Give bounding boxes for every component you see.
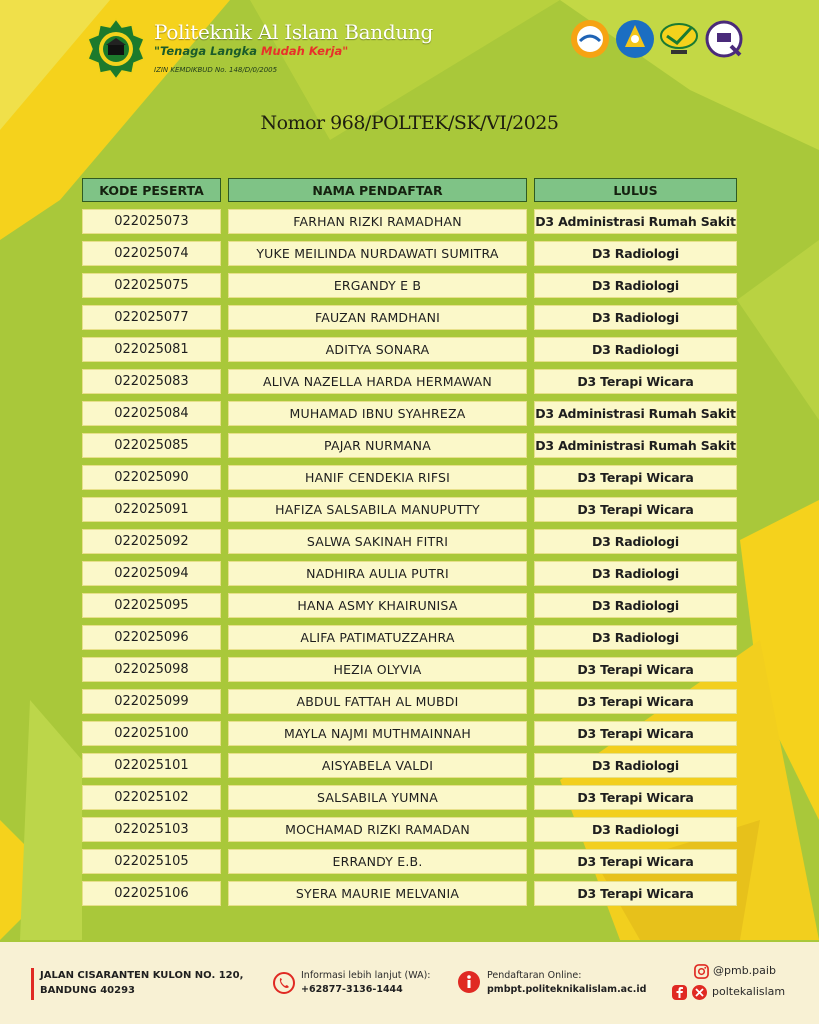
participant-code: 022025103 [82,817,221,842]
table-row [0,369,819,394]
partner-logo-1 [570,19,610,59]
accepted-program: D3 Terapi Wicara [534,369,737,394]
table-row [0,465,819,490]
accepted-program: D3 Radiologi [534,625,737,650]
applicant-name: YUKE MEILINDA NURDAWATI SUMITRA [228,241,527,266]
accepted-program: D3 Terapi Wicara [534,785,737,810]
applicant-name: FARHAN RIZKI RAMADHAN [228,209,527,234]
info-icon [458,971,480,993]
table-row [0,241,819,266]
slogan-part-1: "Tenaga Langka [154,44,262,58]
participant-code: 022025074 [82,241,221,266]
applicant-name: ERGANDY E B [228,273,527,298]
lam-ptkes-logo [704,19,744,59]
applicant-name: ALIVA NAZELLA HARDA HERMAWAN [228,369,527,394]
table-row [0,657,819,682]
address-accent-bar [31,968,34,1000]
participant-code: 022025084 [82,401,221,426]
table-row [0,561,819,586]
address-line-2: BANDUNG 40293 [40,985,135,996]
registration-label: Pendaftaran Online: [487,970,582,981]
accepted-program: D3 Terapi Wicara [534,657,737,682]
table-row [0,721,819,746]
participant-code: 022025102 [82,785,221,810]
applicant-name: HANA ASMY KHAIRUNISA [228,593,527,618]
participant-code: 022025075 [82,273,221,298]
column-header-program: LULUS [534,178,737,202]
participant-code: 022025100 [82,721,221,746]
participant-code: 022025073 [82,209,221,234]
participant-code: 022025099 [82,689,221,714]
info-label: Informasi lebih lanjut (WA): [301,970,431,981]
ban-pt-logo [659,19,699,59]
applicant-name: PAJAR NURMANA [228,433,527,458]
participant-code: 022025096 [82,625,221,650]
applicant-name: MAYLA NAJMI MUTHMAINNAH [228,721,527,746]
applicant-name: HANIF CENDEKIA RIFSI [228,465,527,490]
accepted-program: D3 Radiologi [534,561,737,586]
participant-code: 022025106 [82,881,221,906]
social-handle[interactable]: poltekalislam [712,985,786,998]
table-row [0,593,819,618]
registration-url[interactable]: pmbpt.politeknikalislam.ac.id [487,984,647,995]
table-row [0,529,819,554]
applicant-name: ALIFA PATIMATUZZAHRA [228,625,527,650]
table-row [0,625,819,650]
participant-code: 022025094 [82,561,221,586]
license-number: IZIN KEMDIKBUD No. 148/D/0/2005 [154,66,278,74]
column-header-code: KODE PESERTA [82,178,221,202]
accepted-program: D3 Terapi Wicara [534,497,737,522]
participant-code: 022025095 [82,593,221,618]
facebook-icon[interactable] [672,985,687,1000]
table-row [0,401,819,426]
accepted-program: D3 Radiologi [534,753,737,778]
applicant-name: NADHIRA AULIA PUTRI [228,561,527,586]
applicant-name: HAFIZA SALSABILA MANUPUTTY [228,497,527,522]
applicant-name: ERRANDY E.B. [228,849,527,874]
participant-code: 022025105 [82,849,221,874]
address [40,968,243,998]
participant-code: 022025081 [82,337,221,362]
info-phone[interactable]: +62877-3136-1444 [301,984,403,995]
applicant-name: ABDUL FATTAH AL MUBDI [228,689,527,714]
accepted-program: D3 Radiologi [534,305,737,330]
accepted-program: D3 Terapi Wicara [534,721,737,746]
applicant-name: MOCHAMAD RIZKI RAMADAN [228,817,527,842]
accepted-program: D3 Radiologi [534,337,737,362]
table-row [0,849,819,874]
footer [0,942,819,1024]
accepted-program: D3 Radiologi [534,273,737,298]
table-row [0,689,819,714]
participant-code: 022025085 [82,433,221,458]
participant-code: 022025101 [82,753,221,778]
slogan-part-2: Mudah Kerja" [261,44,349,58]
kemdikbud-logo [615,19,655,59]
document-number: Nomor 968/POLTEK/SK/VI/2025 [260,112,559,134]
applicant-name: ADITYA SONARA [228,337,527,362]
applicant-name: SALSABILA YUMNA [228,785,527,810]
whatsapp-icon [272,971,296,995]
accepted-program: D3 Terapi Wicara [534,881,737,906]
column-header-name: NAMA PENDAFTAR [228,178,527,202]
instagram-icon[interactable] [694,964,709,979]
table-row [0,433,819,458]
table-row [0,337,819,362]
institution-slogan [154,44,348,58]
table-row [0,881,819,906]
participant-code: 022025091 [82,497,221,522]
accepted-program: D3 Terapi Wicara [534,849,737,874]
participant-code: 022025092 [82,529,221,554]
applicant-name: FAUZAN RAMDHANI [228,305,527,330]
accepted-program: D3 Radiologi [534,593,737,618]
table-row [0,273,819,298]
table-row [0,209,819,234]
institution-name: Politeknik Al Islam Bandung [154,20,433,44]
accepted-program: D3 Radiologi [534,817,737,842]
applicant-name: SYERA MAURIE MELVANIA [228,881,527,906]
participant-code: 022025083 [82,369,221,394]
accepted-program: D3 Administrasi Rumah Sakit [534,209,737,234]
address-line-1: JALAN CISARANTEN KULON NO. 120, [40,970,244,981]
accepted-program: D3 Radiologi [534,241,737,266]
accepted-program: D3 Terapi Wicara [534,465,737,490]
accepted-program: D3 Terapi Wicara [534,689,737,714]
instagram-handle[interactable]: @pmb.paib [713,964,776,977]
table-row [0,785,819,810]
table-row [0,817,819,842]
applicant-name: SALWA SAKINAH FITRI [228,529,527,554]
accepted-program: D3 Administrasi Rumah Sakit [534,401,737,426]
institution-logo [84,17,148,81]
applicant-name: AISYABELA VALDI [228,753,527,778]
participant-code: 022025077 [82,305,221,330]
accepted-program: D3 Administrasi Rumah Sakit [534,433,737,458]
participant-code: 022025098 [82,657,221,682]
table-row [0,753,819,778]
accepted-program: D3 Radiologi [534,529,737,554]
applicant-name: HEZIA OLYVIA [228,657,527,682]
table-row [0,305,819,330]
table-row [0,497,819,522]
x-icon[interactable] [692,985,707,1000]
participant-code: 022025090 [82,465,221,490]
applicant-name: MUHAMAD IBNU SYAHREZA [228,401,527,426]
